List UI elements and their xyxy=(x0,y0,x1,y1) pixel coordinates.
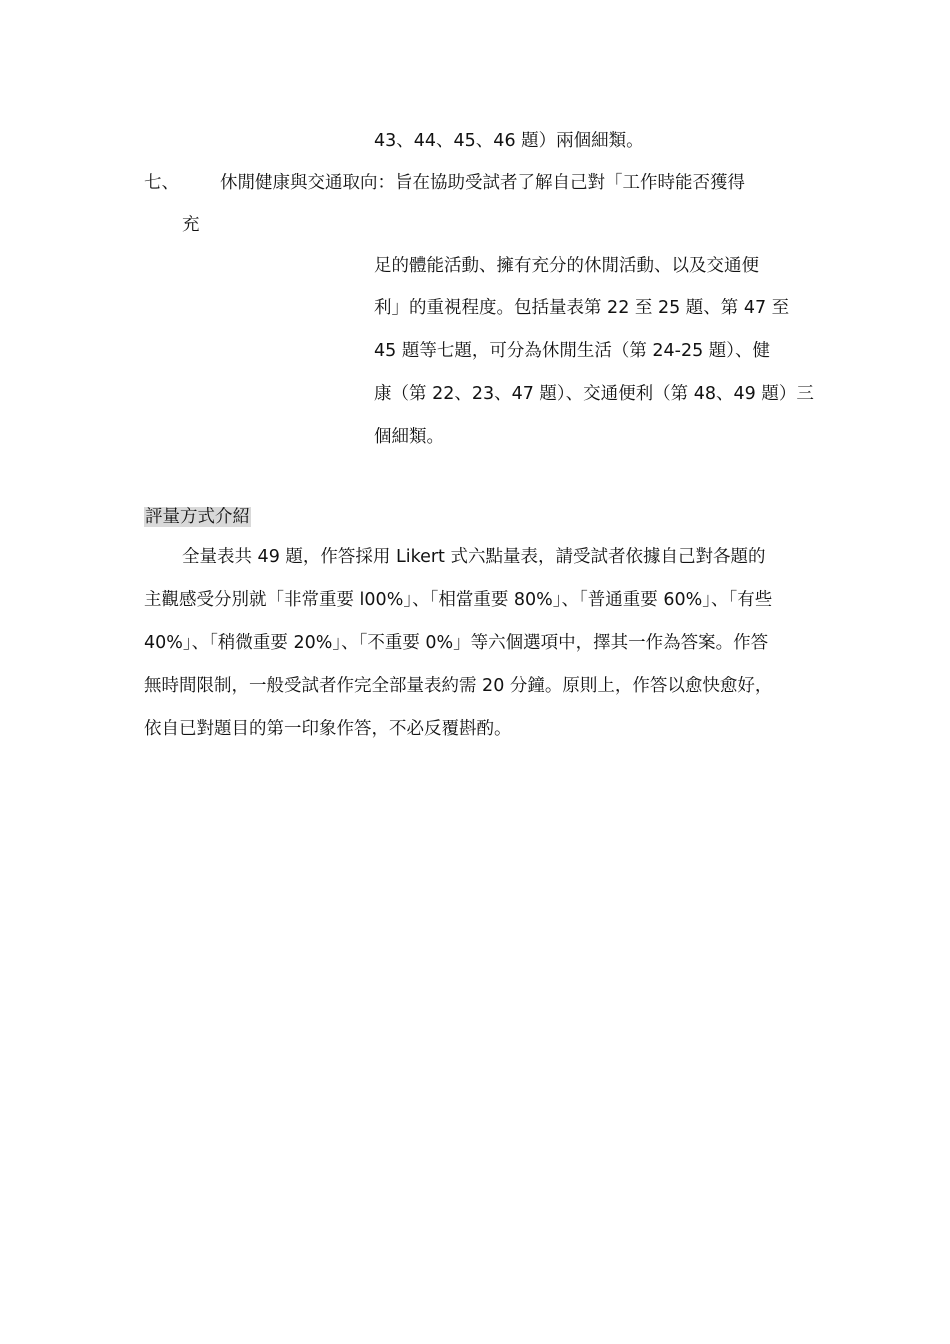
section-number: 七、 xyxy=(144,173,179,193)
scoring-heading: 評量方式介紹 xyxy=(145,507,250,527)
section-heading xyxy=(144,505,251,529)
section-body-line: 個細類。 xyxy=(374,427,444,447)
scoring-paragraph-line: 依自已對題目的第一印象作答，不必反覆斟酌。 xyxy=(144,719,512,739)
scoring-paragraph-line: 無時間限制，一般受試者作完全部量表約需 20 分鐘。原則上，作答以愈快愈好， xyxy=(144,676,773,696)
section-title-line: 休閒健康與交通取向：旨在協助受試者了解自己對「工作時能否獲得 xyxy=(220,173,745,193)
scoring-paragraph-line: 40%」、「稍微重要 20%」、「不重要 0%」等六個選項中，擇其一作為答案。作答 xyxy=(144,633,769,653)
section-body-line: 康（第 22、23、47 題）、交通便利（第 48、49 題）三 xyxy=(374,384,814,404)
scoring-paragraph-line: 主觀感受分別就「非常重要 l00%」、「相當重要 80%」、「普通重要 60%」、「有些 xyxy=(144,590,773,610)
scoring-paragraph-line: 全量表共 49 題，作答採用 Likert 式六點量表，請受試者依據自己對各題的 xyxy=(182,547,766,567)
section-body-line: 利」的重視程度。包括量表第 22 至 25 題、第 47 至 xyxy=(374,298,790,318)
section-body-line: 足的體能活動、擁有充分的休閒活動、以及交通便 xyxy=(374,256,759,276)
section-continuation-line: 43、44、45、46 題）兩個細類。 xyxy=(374,131,644,151)
section-wrap-char: 充 xyxy=(182,215,200,235)
section-body-line: 45 題等七題，可分為休閒生活（第 24-25 題）、健 xyxy=(374,341,771,361)
